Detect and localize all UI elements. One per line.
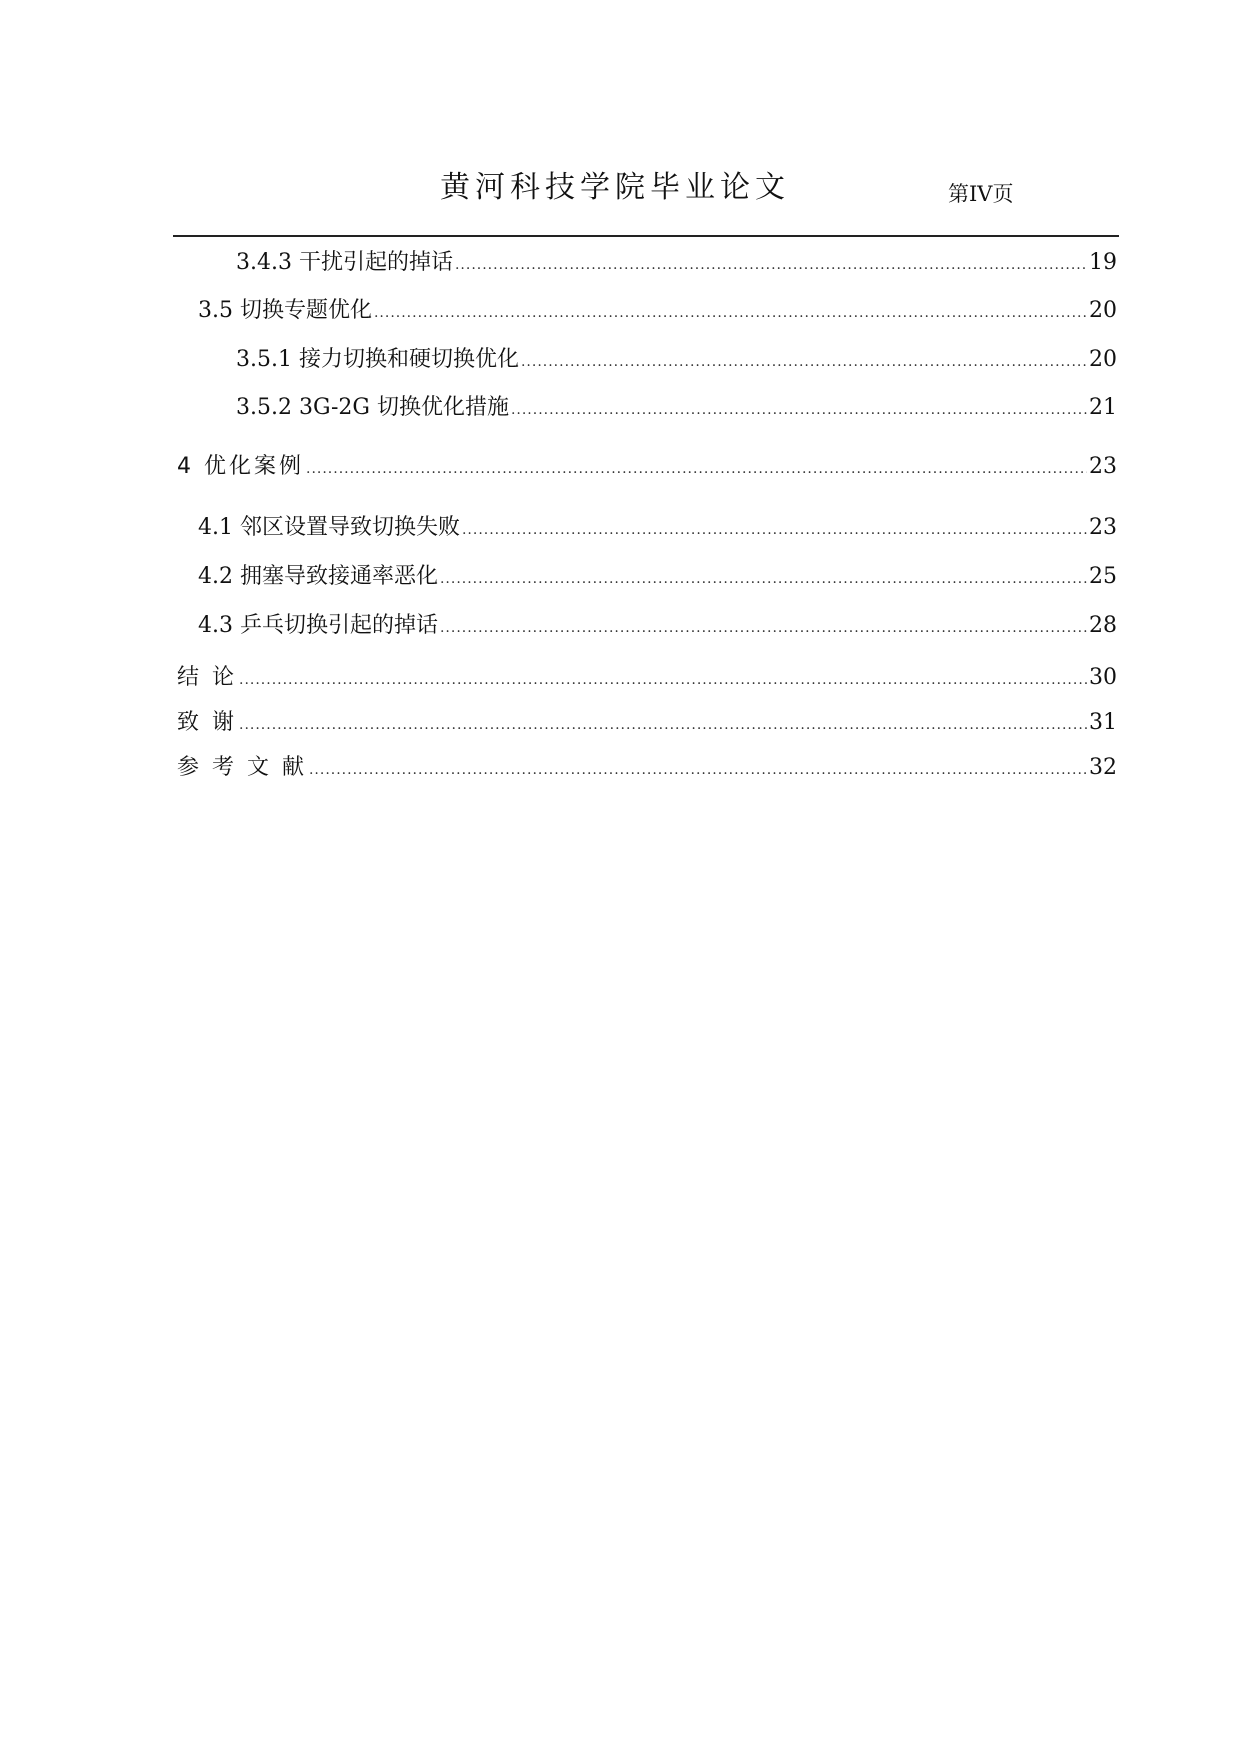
toc-entry-label: 3.5 切换专题优化 [198,298,372,323]
toc-entry[interactable] [177,752,1117,784]
toc-entry[interactable] [198,561,1117,593]
toc-entry-label: 4.1 邻区设置导致切换失败 [198,515,460,540]
toc-dot-leader [511,394,1087,426]
toc-entry-page: 19 [1089,250,1117,275]
header-title: 黄河科技学院毕业论文 [440,170,790,205]
toc-entry[interactable] [198,512,1117,544]
toc-entry-page: 20 [1089,298,1117,323]
toc-entry[interactable] [177,707,1117,739]
toc-dot-leader [521,346,1087,378]
toc-entry-label: 4 优化案例 [177,454,304,479]
toc-entry-page: 23 [1089,454,1117,479]
toc-dot-leader [239,709,1087,741]
toc-entry-page: 21 [1089,395,1117,420]
toc-entry-page: 31 [1089,710,1117,735]
toc-entry-page: 32 [1089,755,1117,780]
toc-entry-label: 致 谢 [177,710,237,735]
header-page-number: 第IV页 [948,182,1014,206]
toc-entry[interactable] [236,344,1117,376]
header-divider [173,235,1119,237]
toc-entry[interactable] [177,662,1117,694]
toc-dot-leader [239,664,1087,696]
toc-entry-page: 20 [1089,347,1117,372]
toc-dot-leader [374,297,1087,329]
toc-entry[interactable] [198,295,1117,327]
toc-entry-page: 25 [1089,564,1117,589]
toc-dot-leader [462,514,1087,546]
toc-entry[interactable] [198,610,1117,642]
toc-entry-page: 30 [1089,665,1117,690]
toc-entry-label: 结 论 [177,665,237,690]
toc-entry[interactable] [177,451,1117,483]
toc-dot-leader [306,453,1087,485]
toc-dot-leader [455,249,1087,281]
toc-entry-page: 28 [1089,613,1117,638]
toc-entry-page: 23 [1089,515,1117,540]
toc-entry-label: 3.5.2 3G-2G 切换优化措施 [236,395,509,420]
toc-dot-leader [309,754,1087,786]
toc-dot-leader [440,612,1087,644]
toc-entry[interactable] [236,392,1117,424]
toc-entry[interactable] [236,247,1117,279]
toc-entry-label: 4.2 拥塞导致接通率恶化 [198,564,438,589]
toc-entry-label: 参 考 文 献 [177,755,307,780]
toc-entry-label: 3.5.1 接力切换和硬切换优化 [236,347,519,372]
toc-dot-leader [440,563,1087,595]
toc-entry-label: 3.4.3 干扰引起的掉话 [236,250,453,275]
toc-entry-label: 4.3 乒乓切换引起的掉话 [198,613,438,638]
